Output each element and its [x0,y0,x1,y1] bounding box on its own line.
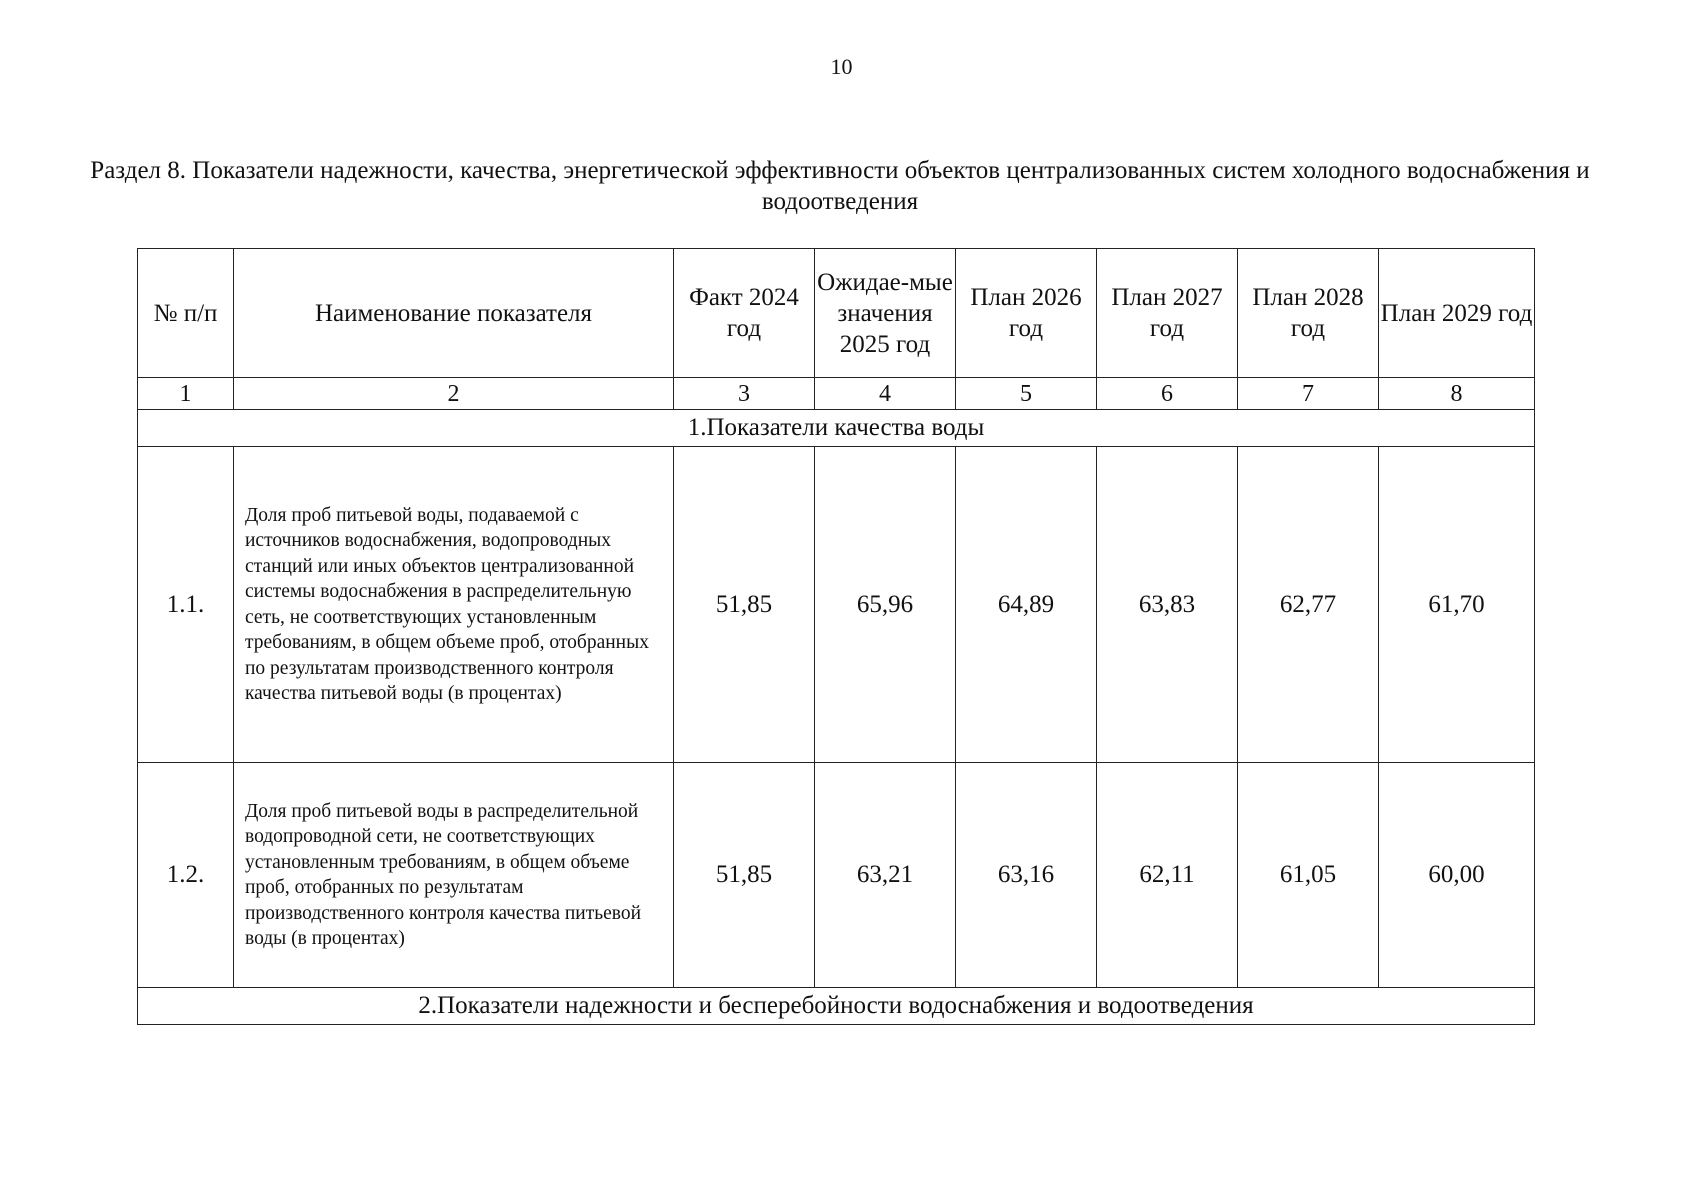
value-plan-2029: 60,00 [1379,763,1535,988]
header-indicator-name: Наименование показателя [234,249,674,378]
table-row [138,447,1535,763]
header-plan-2027: План 2027 год [1097,249,1238,378]
column-number-row [138,378,1535,410]
column-number: 1 [138,378,234,410]
header-fact-2024: Факт 2024 год [674,249,815,378]
section-1-title: 1.Показатели качества воды [138,410,1535,447]
value-fact-2024: 51,85 [674,763,815,988]
value-plan-2028: 62,77 [1238,447,1379,763]
column-number: 2 [234,378,674,410]
column-number: 7 [1238,378,1379,410]
value-plan-2027: 63,83 [1097,447,1238,763]
value-expected-2025: 63,21 [815,763,956,988]
value-plan-2027: 62,11 [1097,763,1238,988]
header-plan-2029: План 2029 год [1379,249,1535,378]
value-plan-2028: 61,05 [1238,763,1379,988]
row-number: 1.1. [138,447,234,763]
column-number: 8 [1379,378,1535,410]
indicator-name: Доля проб питьевой воды, подаваемой с источников водоснабжения, водопроводных станций или иных объектов централизованной системы водоснабжения в распределительную сеть, не соответствующих установленным требованиям, в общем объеме проб, отобранных по результатам производственного контроля качества питьевой воды (в процентах) [234,447,674,763]
section-1-row [138,410,1535,447]
value-plan-2026: 63,16 [956,763,1097,988]
section-title: Раздел 8. Показатели надежности, качества, энергетической эффективности объектов централизованных систем холодного водоснабжения и водоотведения [90,157,1590,215]
header-plan-2026: План 2026 год [956,249,1097,378]
column-number: 3 [674,378,815,410]
section-2-title: 2.Показатели надежности и бесперебойности водоснабжения и водоотведения [138,988,1535,1025]
header-no: № п/п [138,249,234,378]
value-plan-2026: 64,89 [956,447,1097,763]
column-number: 5 [956,378,1097,410]
value-expected-2025: 65,96 [815,447,956,763]
value-fact-2024: 51,85 [674,447,815,763]
indicator-name: Доля проб питьевой воды в распределительной водопроводной сети, не соответствующих установленным требованиям, в общем объеме проб, отобранных по результатам производственного контроля качества питьевой воды (в процентах) [234,763,674,988]
section-2-row [138,988,1535,1025]
header-row [138,249,1535,378]
indicators-table [137,248,1535,1025]
header-expected-2025: Ожидае-мые значения 2025 год [815,249,956,378]
table-row [138,763,1535,988]
column-number: 6 [1097,378,1238,410]
header-plan-2028: План 2028 год [1238,249,1379,378]
row-number: 1.2. [138,763,234,988]
page-number: 10 [830,54,853,79]
column-number: 4 [815,378,956,410]
value-plan-2029: 61,70 [1379,447,1535,763]
